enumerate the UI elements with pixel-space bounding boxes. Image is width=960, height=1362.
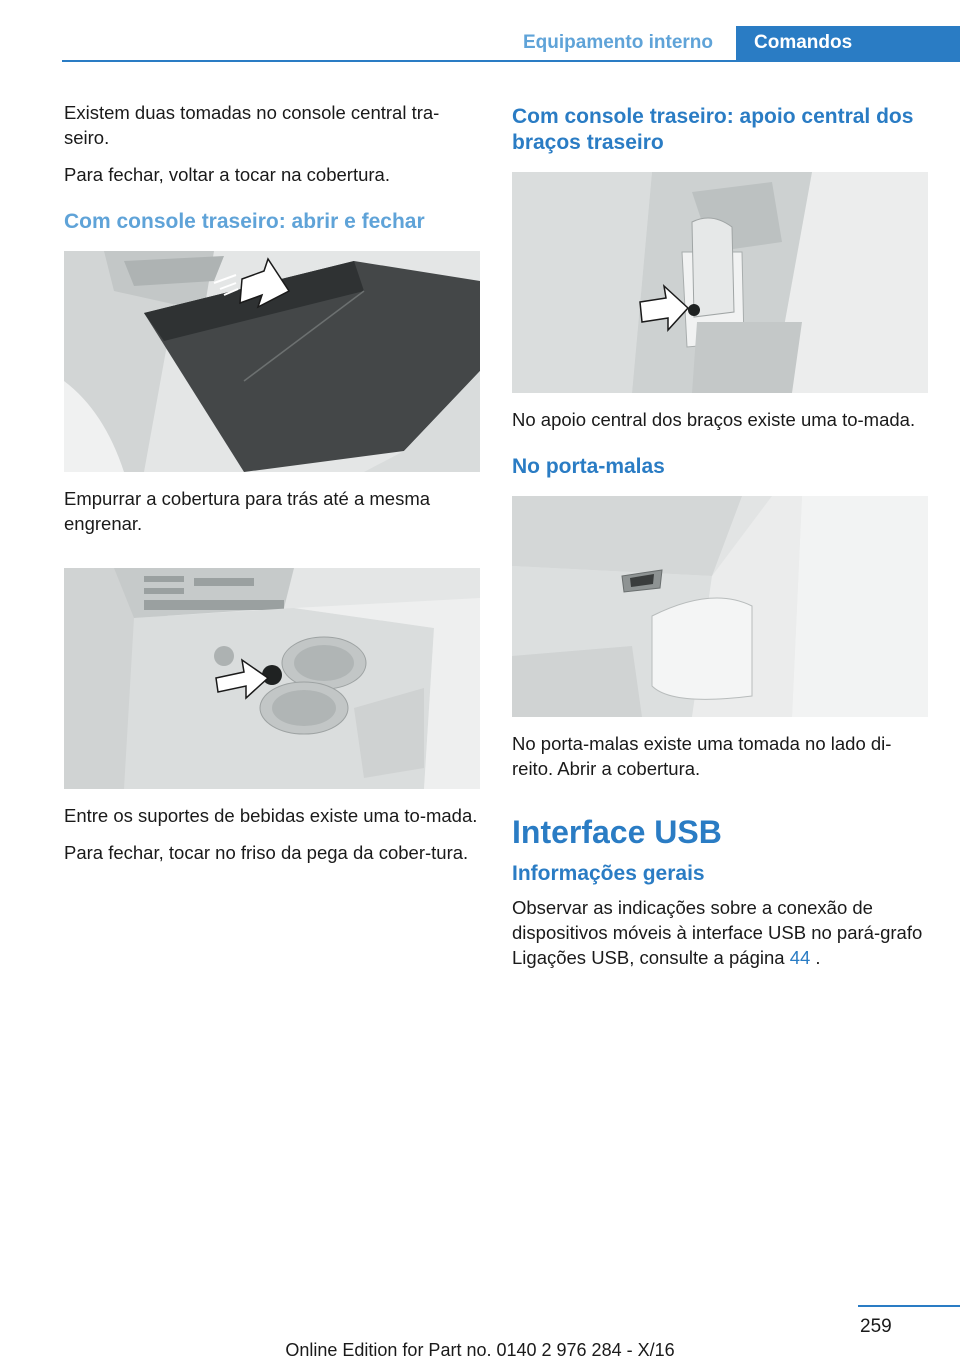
cupholder-socket-illustration bbox=[64, 568, 480, 789]
trunk-caption: No porta-malas existe uma tomada no lado di-reito. Abrir a cobertura. bbox=[512, 733, 892, 779]
general-info-heading: Informações gerais bbox=[512, 862, 705, 885]
usb-text-end: . bbox=[815, 947, 821, 968]
footer-rule bbox=[858, 1305, 960, 1307]
right-column bbox=[512, 100, 928, 982]
armrest-heading: Com console traseiro: apoio central dos braços traseiro bbox=[512, 105, 914, 154]
close-caption: Para fechar, tocar no friso da pega da cober-tura. bbox=[64, 842, 469, 863]
chapter-tab: Comandos bbox=[736, 26, 960, 60]
cover-caption: Empurrar a cobertura para trás até a mesma engrenar. bbox=[64, 488, 431, 534]
page-number: 259 bbox=[860, 1316, 892, 1337]
intro-paragraph-2: Para fechar, voltar a tocar na cobertura. bbox=[64, 164, 390, 185]
cupholder-caption: Entre os suportes de bebidas existe uma to-mada. bbox=[64, 805, 478, 826]
usb-paragraph bbox=[512, 895, 928, 970]
intro-paragraph-1: Existem duas tomadas no console central tra-seiro. bbox=[64, 102, 440, 148]
header-rule bbox=[62, 60, 960, 62]
usb-text: Observar as indicações sobre a conexão de dispositivos móveis à interface USB no pará-grafo Ligações USB, consulte a página bbox=[512, 897, 923, 968]
armrest-caption: No apoio central dos braços existe uma to-mada. bbox=[512, 409, 916, 430]
section-tab: Equipamento interno bbox=[523, 32, 713, 53]
left-column bbox=[64, 100, 480, 877]
armrest-socket-illustration bbox=[512, 172, 928, 393]
trunk-heading: No porta-malas bbox=[512, 455, 665, 478]
page-header bbox=[0, 0, 960, 62]
edition-footer: Online Edition for Part no. 0140 2 976 284 - X/16 bbox=[285, 1340, 675, 1360]
console-cover-illustration bbox=[64, 251, 480, 472]
usb-section-title: Interface USB bbox=[512, 814, 722, 850]
trunk-socket-illustration bbox=[512, 496, 928, 717]
page-44-link[interactable]: 44 bbox=[789, 947, 811, 968]
rear-console-heading: Com console traseiro: abrir e fechar bbox=[64, 210, 425, 233]
